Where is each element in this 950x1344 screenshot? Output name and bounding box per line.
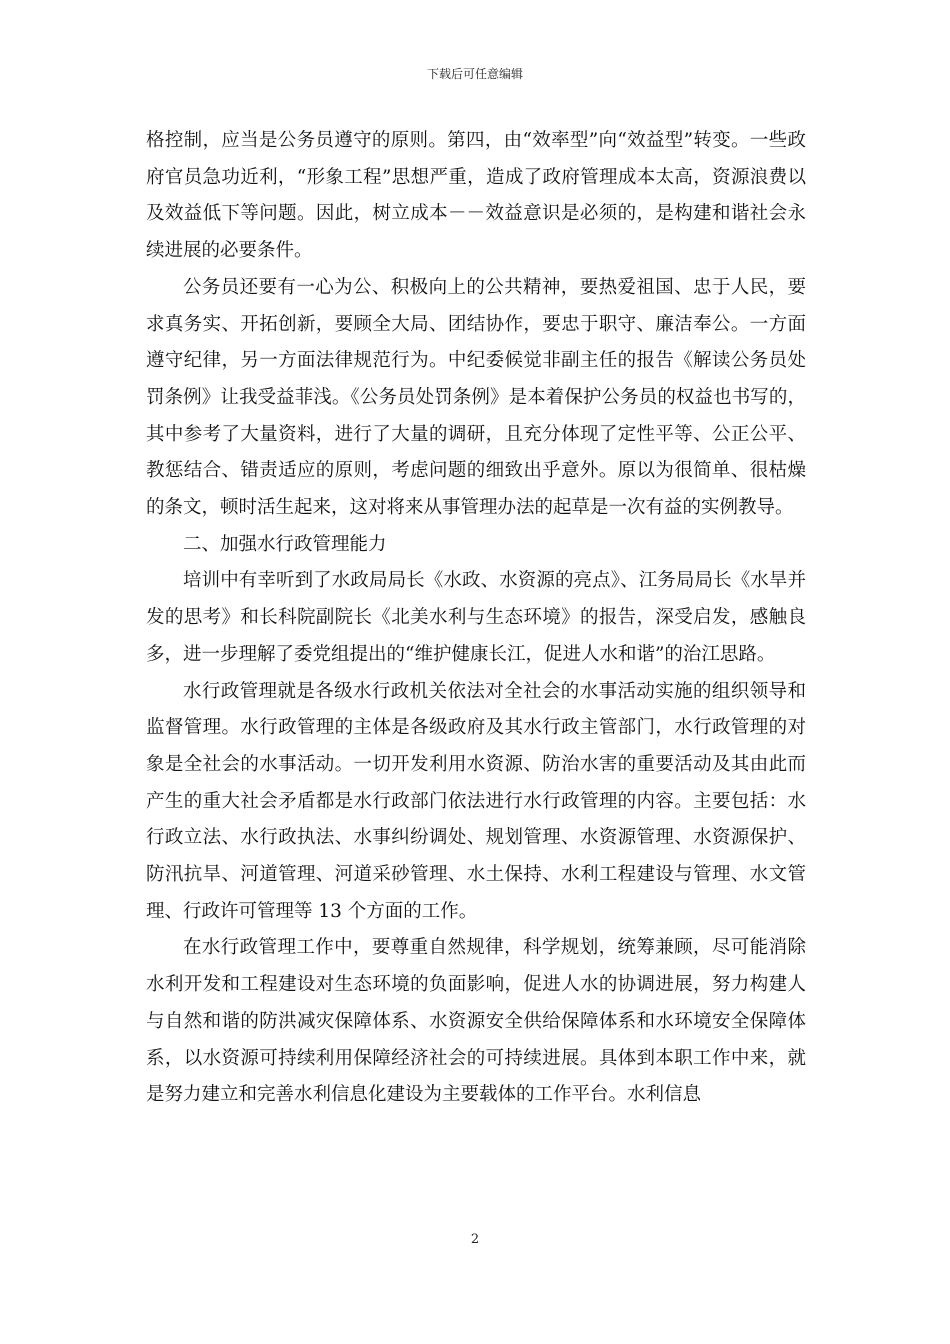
paragraph-continuation: 格控制，应当是公务员遵守的原则。第四，由“效率型”向“效益型”转变。一些政府官员急功近利，“形象工程”思想严重，造成了政府管理成本太高，资源浪费以及效益低下等问题。因此，树立成本－－效益意识是必须的，是构建和谐社会永续进展的必要条件。 <box>146 130 806 262</box>
page-header: 下载后可任意编辑 <box>426 67 523 81</box>
paragraph-public-spirit: 公务员还要有一心为公、积极向上的公共精神，要热爱祖国、忠于人民，要求真务实、开拓创新，要顾全大局、团结协作，要忠于职守、廉洁奉公。一方面遵守纪律，另一方面法律规范行为。中纪委候觉非副主任的报告《解读公务员处罚条例》让我受益菲浅。《公务员处罚条例》是本着保护公务员的权益也书写的，其中参考了大量资料，进行了大量的调研，且充分体现了定性平等、公正公平、教惩结合、错责适应的原则，考虑问题的细致出乎意外。原以为很简单、很枯燥的条文，顿时活生起来，这对将来从事管理办法的起草是一次有益的实例教导。 <box>146 276 806 519</box>
section-heading: 二、加强水行政管理能力 <box>183 533 387 555</box>
page-number: 2 <box>470 1232 480 1247</box>
paragraph-natural-law: 在水行政管理工作中，要尊重自然规律，科学规划，统筹兼顾，尽可能消除水利开发和工程建设对生态环境的负面影响，促进人水的协调进展，努力构建人与自然和谐的防洪减灾保障体系、水资源安全供给保障体系和水环境安全保障体系，以水资源可持续利用保障经济社会的可持续进展。具体到本职工作中来，就是努力建立和完善水利信息化建设为主要载体的工作平台。水利信息 <box>146 937 806 1106</box>
document-body <box>146 123 806 1114</box>
paragraph-training: 培训中有幸听到了水政局局长《水政、水资源的亮点》、江务局局长《水旱并发的思考》和长科院副院长《北美水利与生态环境》的报告，深受启发，感触良多，进一步理解了委党组提出的“维护健康长江，促进人水和谐”的治江思路。 <box>146 570 806 665</box>
paragraph-water-administration: 水行政管理就是各级水行政机关依法对全社会的水事活动实施的组织领导和监督管理。水行政管理的主体是各级政府及其水行政主管部门，水行政管理的对象是全社会的水事活动。一切开发利用水资源、防治水害的重要活动及其由此而产生的重大社会矛盾都是水行政部门依法进行水行政管理的内容。主要包括：水行政立法、水行政执法、水事纠纷调处、规划管理、水资源管理、水资源保护、防汛抗旱、河道管理、河道采砂管理、水土保持、水利工程建设与管理、水文管理、行政许可管理等 13 个方面的工作。 <box>146 680 806 922</box>
